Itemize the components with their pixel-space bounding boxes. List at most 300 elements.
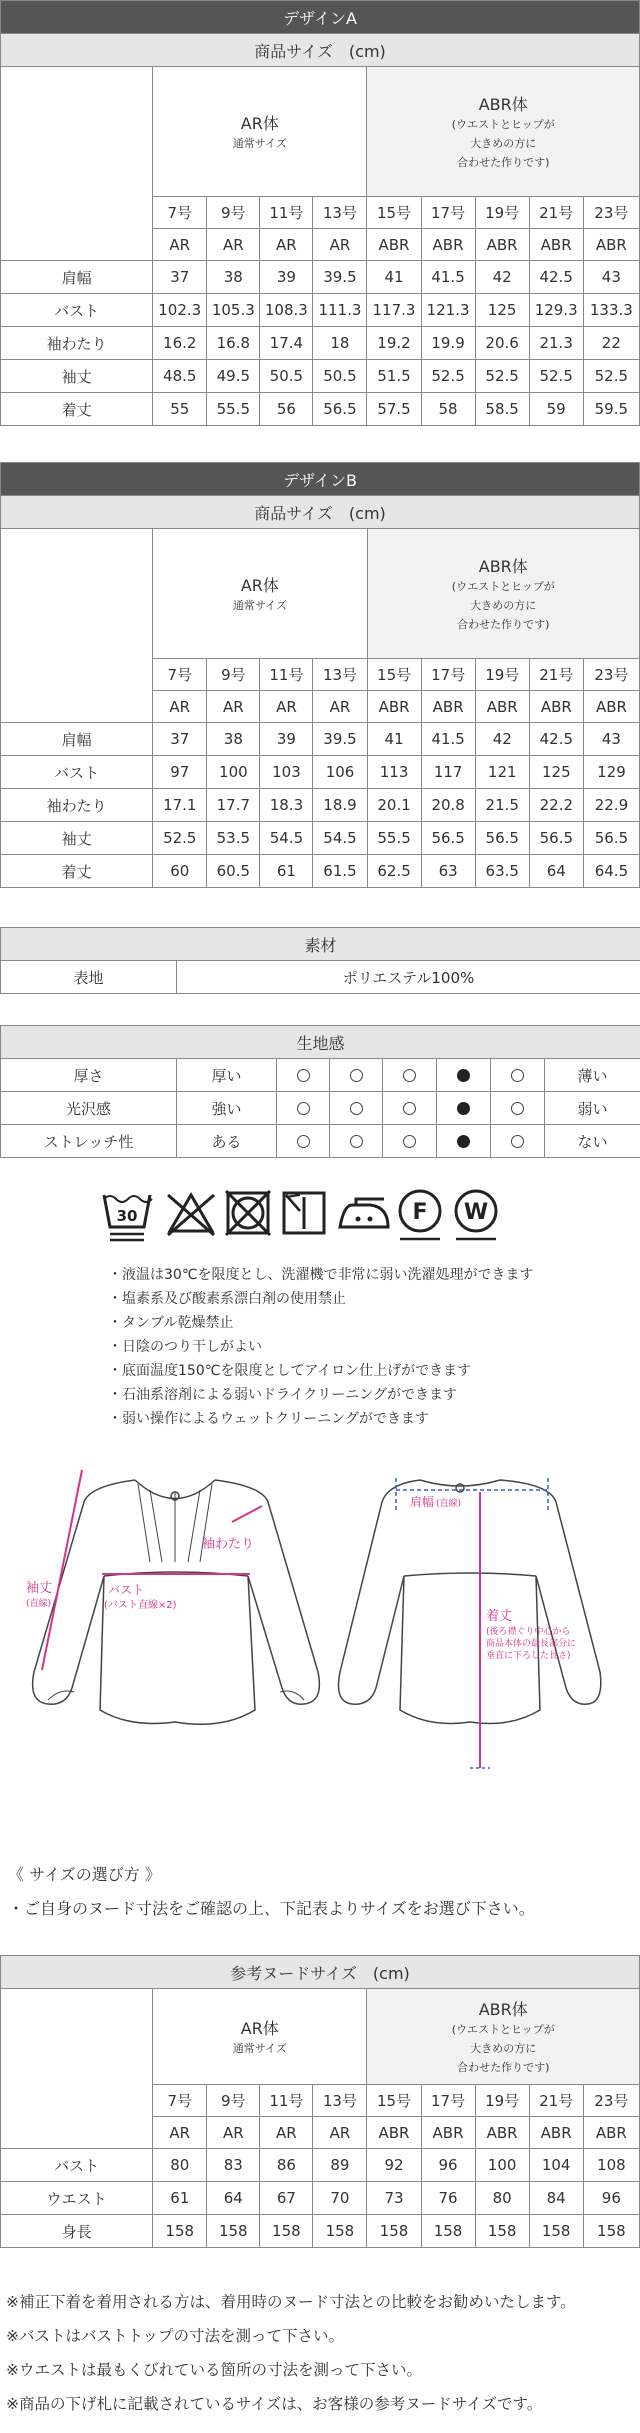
value-cell: 158 [260,2215,313,2248]
value-cell: 20.6 [475,327,529,360]
value-cell: 80 [475,2182,529,2215]
level-dot [403,1135,416,1148]
table-row [1,2149,640,2182]
type-cell: AR [207,2117,260,2149]
type-cell: AR [207,691,260,723]
design-a-title: デザインA [1,1,640,34]
table-row [1,756,640,789]
value-cell: 76 [421,2182,475,2215]
size-cell: 7号 [153,197,207,229]
value-cell: 22 [583,327,639,360]
wet-clean-w-icon [456,1191,496,1239]
size-cell: 19号 [475,197,529,229]
value-cell: 39.5 [313,261,367,294]
size-cell: 21号 [529,2085,583,2117]
size-cell: 9号 [207,659,260,691]
value-cell: 121.3 [421,294,475,327]
value-cell: 38 [207,723,260,756]
value-cell: 158 [207,2215,260,2248]
abr-sub-2: 大きめの方に [470,2041,537,2055]
howto-title: 《 サイズの選び方 》 [8,1865,161,1884]
table-row [1,822,640,855]
value-cell: 96 [421,2149,475,2182]
design-b-section [0,462,640,888]
product-size-label: 商品サイズ (cm) [1,496,640,529]
value-cell: 52.5 [421,360,475,393]
care-list [108,1263,534,1431]
row-label: バスト [1,294,153,327]
table-row [1,2215,640,2248]
shoulder-label: 肩幅 [410,1495,435,1509]
value-cell: 37 [153,723,207,756]
value-cell: 50.5 [260,360,313,393]
type-cell: AR [313,2117,367,2149]
value-cell: 129 [583,756,639,789]
note-line: ※商品の下げ札に記載されているサイズは、お客様の参考ヌードサイズです。 [6,2395,543,2413]
value-cell: 111.3 [313,294,367,327]
fabric-level-cell [491,1125,545,1158]
care-item: ・ 日陰のつり干しがよい [108,1335,534,1359]
abr-group-header [367,529,639,659]
value-cell: 64.5 [583,855,639,888]
value-cell: 21.5 [475,789,529,822]
value-cell: 54.5 [260,822,313,855]
value-cell: 22.2 [529,789,583,822]
fabric-level-cell [330,1059,383,1092]
value-cell: 61.5 [313,855,367,888]
nude-size-table [0,1955,640,2248]
bust-note: (バスト直線×2) [104,1600,177,1611]
fabric-row [1,1059,640,1092]
value-cell: 60 [153,855,207,888]
fabric-label: 厚さ [1,1059,177,1092]
fabric-level-cell [277,1125,330,1158]
ar-title: AR体 [240,113,279,133]
selected-level-dot [457,1135,470,1148]
size-cell: 17号 [421,197,475,229]
fabric-level-cell [437,1092,491,1125]
fabric-label: ストレッチ性 [1,1125,177,1158]
row-label: 袖わたり [1,789,153,822]
row-label: 袖丈 [1,360,153,393]
value-cell: 158 [583,2215,639,2248]
value-cell: 49.5 [207,360,260,393]
fabric-label: 光沢感 [1,1092,177,1125]
type-cell: ABR [367,691,421,723]
value-cell: 39 [260,261,313,294]
size-cell: 21号 [529,197,583,229]
fabric-level-cell [437,1125,491,1158]
length-label: 着丈 [486,1609,513,1624]
material-value: ポリエステル100% [177,961,640,994]
design-b-table [0,462,640,888]
level-dot [511,1102,524,1115]
value-cell: 129.3 [529,294,583,327]
size-cell: 7号 [153,659,207,691]
type-cell: AR [260,2117,313,2149]
fabric-level-cell [277,1059,330,1092]
care-item: ・ タンブル乾燥禁止 [108,1311,534,1335]
row-label: 肩幅 [1,261,153,294]
size-cell: 15号 [367,2085,421,2117]
care-icons [100,1187,540,1243]
fabric-level-cell [383,1125,437,1158]
value-cell: 59.5 [583,393,639,426]
fabric-level-cell [383,1092,437,1125]
value-cell: 50.5 [313,360,367,393]
type-cell: ABR [583,2117,639,2149]
row-label: 着丈 [1,393,153,426]
value-cell: 16.8 [207,327,260,360]
value-cell: 62.5 [367,855,421,888]
size-cell: 13号 [313,197,367,229]
wash-30-icon [104,1195,152,1240]
row-label: バスト [1,2149,153,2182]
material-table [0,927,640,994]
ar-title: AR体 [240,2018,279,2038]
value-cell: 17.4 [260,327,313,360]
level-dot [297,1135,310,1148]
value-cell: 18.9 [313,789,367,822]
length-note-3: 垂直に下ろした長さ) [486,1651,571,1661]
value-cell: 64 [207,2182,260,2215]
row-label: 肩幅 [1,723,153,756]
size-cell: 9号 [207,197,260,229]
row-label: 身長 [1,2215,153,2248]
type-cell: AR [153,229,207,261]
abr-group-header [367,67,640,197]
value-cell: 56.5 [475,822,529,855]
row-label: 袖わたり [1,327,153,360]
howto-text: ・ご自身のヌード寸法をご確認の上、下記表よりサイズをお選び下さい。 [8,1899,535,1918]
table-row [1,2182,640,2215]
care-item: ・ 塩素系及び酸素系漂白剤の使用禁止 [108,1287,534,1311]
abr-sub-1: (ウエストとヒップが [451,579,555,593]
value-cell: 73 [367,2182,421,2215]
care-item: ・ 底面温度150℃を限度としてアイロン仕上げができます [108,1359,534,1383]
value-cell: 56.5 [583,822,639,855]
table-row [1,261,640,294]
design-b-title: デザインB [1,463,640,496]
sleeve-width-label: 袖わたり [202,1537,255,1552]
product-size-label: 商品サイズ (cm) [1,34,640,67]
value-cell: 102.3 [153,294,207,327]
value-cell: 52.5 [153,822,207,855]
type-cell: ABR [529,691,583,723]
type-cell: AR [260,229,313,261]
ar-sub: 通常サイズ [232,2041,287,2055]
value-cell: 42.5 [529,723,583,756]
fabric-right-label: ない [545,1125,640,1158]
abr-sub-2: 大きめの方に [470,598,537,612]
value-cell: 19.9 [421,327,475,360]
value-cell: 158 [421,2215,475,2248]
table-row [1,360,640,393]
size-cell: 11号 [260,659,313,691]
type-cell: ABR [367,2117,421,2149]
corner-cell [1,529,153,723]
ar-sub: 通常サイズ [232,598,287,612]
level-dot [297,1102,310,1115]
type-cell: ABR [583,691,639,723]
value-cell: 117 [421,756,475,789]
no-bleach-icon [168,1195,214,1235]
value-cell: 108.3 [260,294,313,327]
value-cell: 52.5 [475,360,529,393]
value-cell: 158 [313,2215,367,2248]
size-cell: 13号 [313,659,367,691]
value-cell: 106 [313,756,367,789]
value-cell: 48.5 [153,360,207,393]
type-cell: ABR [475,2117,529,2149]
value-cell: 56.5 [529,822,583,855]
value-cell: 104 [529,2149,583,2182]
level-dot [511,1069,524,1082]
no-tumble-dry-icon [226,1191,270,1235]
nude-size-label: 参考ヌードサイズ (cm) [1,1956,640,1989]
size-cell: 13号 [313,2085,367,2117]
material-label: 表地 [1,961,177,994]
value-cell: 83 [207,2149,260,2182]
abr-sub-3: 合わせた作りです) [457,2060,550,2074]
value-cell: 19.2 [367,327,421,360]
corner-cell [1,1989,153,2149]
type-cell: ABR [475,229,529,261]
table-row [1,327,640,360]
value-cell: 96 [583,2182,639,2215]
row-label: ウエスト [1,2182,153,2215]
notes [6,2285,576,2421]
table-row [1,789,640,822]
fabric-left-label: 強い [177,1092,277,1125]
value-cell: 113 [367,756,421,789]
abr-group-header [367,1989,640,2085]
value-cell: 59 [529,393,583,426]
material-title: 素材 [1,928,640,961]
size-cell: 17号 [421,659,475,691]
value-cell: 100 [475,2149,529,2182]
size-cell: 9号 [207,2085,260,2117]
length-note-1: (後ろ襟ぐり中心から [486,1627,571,1637]
value-cell: 63.5 [475,855,529,888]
wash-temp-text: 30 [116,1207,138,1225]
size-cell: 19号 [475,659,529,691]
value-cell: 64 [529,855,583,888]
value-cell: 58.5 [475,393,529,426]
level-dot [511,1135,524,1148]
size-cell: 19号 [475,2085,529,2117]
value-cell: 57.5 [367,393,421,426]
level-dot [350,1069,363,1082]
type-cell: ABR [421,2117,475,2149]
table-row [1,723,640,756]
value-cell: 20.1 [367,789,421,822]
design-a-section [0,0,640,426]
type-cell: AR [153,2117,207,2149]
value-cell: 56.5 [313,393,367,426]
bust-label: バスト [108,1583,145,1597]
value-cell: 158 [153,2215,207,2248]
value-cell: 39 [260,723,313,756]
size-cell: 15号 [367,197,421,229]
value-cell: 41.5 [421,261,475,294]
value-cell: 53.5 [207,822,260,855]
value-cell: 100 [207,756,260,789]
value-cell: 18 [313,327,367,360]
value-cell: 22.9 [583,789,639,822]
abr-title: ABR体 [478,1999,528,2019]
size-cell: 21号 [529,659,583,691]
value-cell: 92 [367,2149,421,2182]
type-cell: ABR [529,2117,583,2149]
value-cell: 108 [583,2149,639,2182]
fabric-level-cell [277,1092,330,1125]
fabric-level-cell [330,1125,383,1158]
fabric-left-label: ある [177,1125,277,1158]
design-a-table [0,0,640,426]
type-cell: ABR [529,229,583,261]
value-cell: 16.2 [153,327,207,360]
value-cell: 117.3 [367,294,421,327]
value-cell: 125 [529,756,583,789]
wet-w-text: W [463,1200,489,1225]
fabric-right-label: 弱い [545,1092,640,1125]
value-cell: 51.5 [367,360,421,393]
value-cell: 84 [529,2182,583,2215]
abr-title: ABR体 [478,94,528,114]
value-cell: 89 [313,2149,367,2182]
row-label: 着丈 [1,855,153,888]
fabric-row [1,1125,640,1158]
value-cell: 70 [313,2182,367,2215]
note-line: ※ウエストは最もくびれている箇所の寸法を測って下さい。 [6,2361,422,2379]
value-cell: 103 [260,756,313,789]
abr-sub-3: 合わせた作りです) [457,617,550,631]
fabric-level-cell [491,1092,545,1125]
length-note-2: 商品本体の最長部分に [486,1639,577,1649]
value-cell: 133.3 [583,294,639,327]
value-cell: 38 [207,261,260,294]
value-cell: 43 [583,723,639,756]
ar-group-header [153,529,367,659]
fabric-left-label: 厚い [177,1059,277,1092]
size-cell: 23号 [583,2085,639,2117]
value-cell: 97 [153,756,207,789]
type-cell: ABR [475,691,529,723]
level-dot [350,1102,363,1115]
type-cell: ABR [583,229,639,261]
value-cell: 37 [153,261,207,294]
care-item: ・ 液温は30℃を限度とし、洗濯機で非常に弱い洗濯処理ができます [108,1263,534,1287]
type-cell: AR [260,691,313,723]
dry-f-text: F [412,1200,428,1225]
value-cell: 55 [153,393,207,426]
value-cell: 121 [475,756,529,789]
note-line: ※補正下着を着用される方は、着用時のヌード寸法との比較をお勧めいたします。 [6,2293,576,2311]
level-dot [403,1069,416,1082]
value-cell: 43 [583,261,639,294]
sleeve-length-note: (直線) [26,1599,52,1609]
value-cell: 86 [260,2149,313,2182]
value-cell: 42.5 [529,261,583,294]
level-dot [297,1069,310,1082]
value-cell: 41.5 [421,723,475,756]
corner-cell [1,67,153,261]
table-row [1,393,640,426]
table-row [1,294,640,327]
fabric-right-label: 薄い [545,1059,640,1092]
table-row [1,855,640,888]
level-dot [403,1102,416,1115]
level-dot [350,1135,363,1148]
value-cell: 61 [260,855,313,888]
type-cell: AR [153,691,207,723]
value-cell: 158 [367,2215,421,2248]
value-cell: 80 [153,2149,207,2182]
selected-level-dot [457,1069,470,1082]
abr-title: ABR体 [478,556,528,576]
note-line: ※バストはバストトップの寸法を測って下さい。 [6,2327,345,2345]
value-cell: 39.5 [313,723,367,756]
fabric-level-cell [437,1059,491,1092]
fabric-level-cell [383,1059,437,1092]
value-cell: 52.5 [583,360,639,393]
ar-group-header [153,67,367,197]
size-cell: 7号 [153,2085,207,2117]
value-cell: 60.5 [207,855,260,888]
value-cell: 18.3 [260,789,313,822]
value-cell: 105.3 [207,294,260,327]
size-cell: 11号 [260,197,313,229]
dry-clean-f-icon [400,1191,440,1239]
size-cell: 17号 [421,2085,475,2117]
value-cell: 42 [475,261,529,294]
value-cell: 158 [529,2215,583,2248]
abr-sub-2: 大きめの方に [470,136,537,150]
size-cell: 11号 [260,2085,313,2117]
sleeve-length-label: 袖丈 [26,1581,53,1596]
back-blouse-illustration [339,1480,601,1724]
material-section [0,927,640,994]
fabric-row [1,1092,640,1125]
value-cell: 56.5 [421,822,475,855]
type-cell: ABR [421,691,475,723]
value-cell: 52.5 [529,360,583,393]
size-cell: 23号 [583,659,639,691]
value-cell: 17.1 [153,789,207,822]
type-cell: AR [207,229,260,261]
fabric-title: 生地感 [1,1026,640,1059]
type-cell: ABR [367,229,421,261]
value-cell: 58 [421,393,475,426]
shade-line-dry-icon [284,1193,324,1233]
abr-sub-1: (ウエストとヒップが [451,2022,555,2036]
type-cell: ABR [421,229,475,261]
ar-group-header [153,1989,367,2085]
care-item: ・ 石油系溶剤による弱いドライクリーニングができます [108,1383,534,1407]
value-cell: 63 [421,855,475,888]
abr-sub-1: (ウエストとヒップが [451,117,555,131]
value-cell: 56 [260,393,313,426]
iron-icon [340,1199,388,1227]
ar-title: AR体 [240,575,279,595]
fabric-section [0,1025,640,1158]
size-cell: 23号 [583,197,639,229]
value-cell: 61 [153,2182,207,2215]
row-label: バスト [1,756,153,789]
back-measure-lines [396,1478,548,1768]
type-cell: AR [313,691,367,723]
